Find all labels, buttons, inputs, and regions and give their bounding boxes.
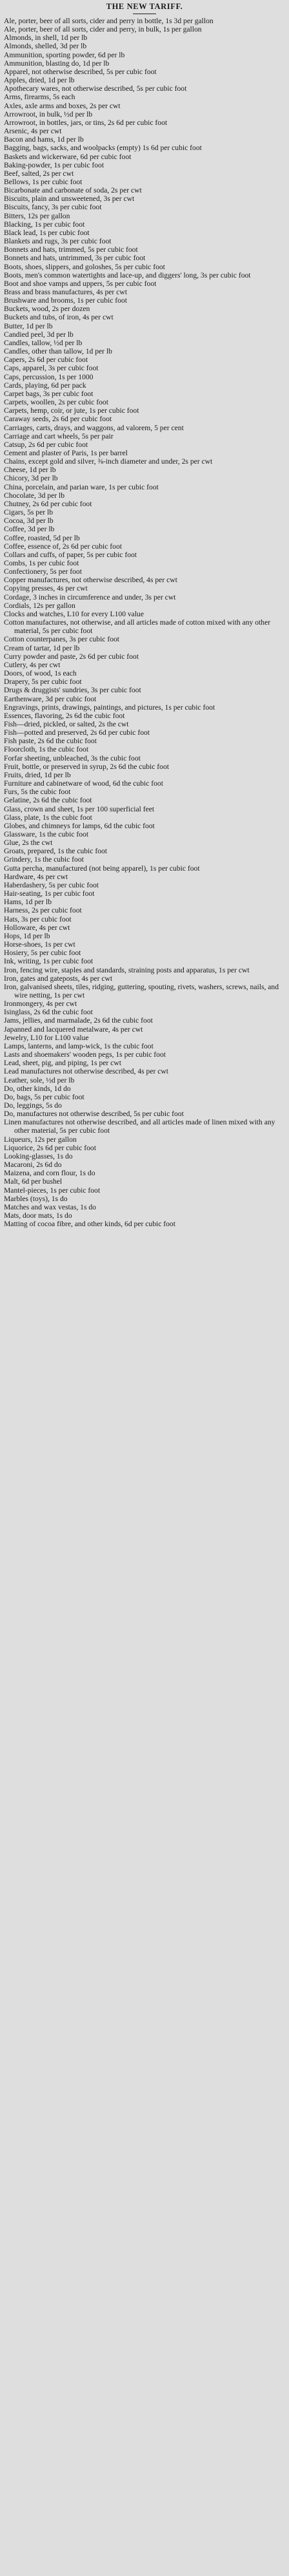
- tariff-entry: Axles, axle arms and boxes, 2s per cwt: [4, 101, 121, 110]
- tariff-entry: Iron, gates and gateposts, 4s per cwt: [4, 974, 113, 983]
- tariff-entry: Hats, 3s per cubic foot: [4, 914, 72, 923]
- tariff-entry: Leather, sole, ½d per lb: [4, 1075, 75, 1084]
- tariff-entry: Cotton manufactures, not otherwise, and all articles made of cotton mixed with any other material, 5s per cubic foot: [4, 618, 271, 636]
- tariff-entry: Cocoa, 3d per lb: [4, 516, 54, 526]
- tariff-entry: Mantel-pieces, 1s per cubic foot: [4, 1186, 101, 1195]
- tariff-entry: Liquorice, 2s 6d per cubic foot: [4, 1143, 96, 1152]
- tariff-entry: Matches and wax vestas, 1s do: [4, 1202, 96, 1211]
- tariff-entry: Curry powder and paste, 2s 6d per cubic foot: [4, 652, 139, 661]
- tariff-entry: Carpets, woollen, 2s per cubic foot: [4, 398, 108, 407]
- tariff-entry: Hops, 1d per lb: [4, 931, 50, 940]
- tariff-entry: Capers, 2s 6d per cubic foot: [4, 355, 88, 365]
- tariff-entry: Lasts and shoemakers' wooden pegs, 1s per cubic foot: [4, 1050, 166, 1059]
- tariff-entry: Baking-powder, 1s per cubic foot: [4, 160, 105, 169]
- tariff-entry: Blacking, 1s per cubic foot: [4, 220, 85, 229]
- tariff-entry: China, porcelain, and parian ware, 1s per cubic foot: [4, 482, 159, 491]
- tariff-entry: Copper manufactures, not otherwise described, 4s per cwt: [4, 576, 177, 585]
- tariff-entry: Doors, of wood, 1s each: [4, 669, 77, 678]
- tariff-entry: Ale, porter, beer of all sorts, cider and perry in bottle, 1s 3d per gallon: [4, 17, 214, 25]
- tariff-entry: Arms, firearms, 5s each: [4, 93, 75, 102]
- tariff-entry: Clocks and watches, L10 for every L100 value: [4, 609, 144, 618]
- tariff-entry: Biscuits, plain and unsweetened, 3s per cwt: [4, 194, 135, 204]
- tariff-entry: Holloware, 4s per cwt: [4, 923, 70, 932]
- tariff-entry: Liqueurs, 12s per gallon: [4, 1135, 77, 1144]
- tariff-entry: Caps, apparel, 3s per cubic foot: [4, 364, 99, 373]
- tariff-entry: Cards, playing, 6d per pack: [4, 381, 86, 390]
- tariff-entry: Beef, salted, 2s per cwt: [4, 169, 74, 178]
- tariff-entry: Glass, crown and sheet, 1s per 100 superficial feet: [4, 804, 155, 813]
- tariff-entry: Cordage, 3 inches in circumference and under, 3s per cwt: [4, 592, 176, 601]
- tariff-entry: Boot and shoe vamps and uppers, 5s per cubic foot: [4, 279, 157, 288]
- tariff-entry: Matting of cocoa fibre, and other kinds, 6d per cubic foot: [4, 1220, 175, 1229]
- tariff-entry: Collars and cuffs, of paper, 5s per cubic foot: [4, 550, 137, 559]
- tariff-entry: Japanned and lacquered metalware, 4s per cwt: [4, 1025, 143, 1034]
- tariff-entry: Fish—potted and preserved, 2s 6d per cubic foot: [4, 728, 150, 737]
- tariff-entry: Boots, shoes, slippers, and goloshes, 5s per cubic foot: [4, 262, 165, 271]
- tariff-entry: Cheese, 1d per lb: [4, 466, 56, 475]
- tariff-entry: Apparel, not otherwise described, 5s per cubic foot: [4, 67, 157, 76]
- tariff-entry: Candles, tallow, ½d per lb: [4, 338, 83, 347]
- tariff-entry: Almonds, shelled, 3d per lb: [4, 42, 87, 51]
- tariff-entry: Confectionery, 5s per foot: [4, 567, 82, 576]
- tariff-entry: Biscuits, fancy, 3s per cubic foot: [4, 203, 102, 212]
- tariff-entry: Do, bags, 5s per cubic foot: [4, 1092, 85, 1101]
- tariff-entry: Bitters, 12s per gallon: [4, 211, 70, 220]
- tariff-entry: Caps, percussion, 1s per 1000: [4, 372, 94, 381]
- tariff-entry: Macaroni, 2s 6d do: [4, 1160, 62, 1170]
- tariff-entry: Horse-shoes, 1s per cwt: [4, 940, 75, 949]
- tariff-entry: Linen manufactures not otherwise described, and all articles made of linen mixed with any other material, 5s per cubic foot: [4, 1118, 275, 1135]
- tariff-entry: Furs, 5s the cubic foot: [4, 788, 71, 797]
- tariff-entry: Ammunition, blasting do, 1d per lb: [4, 59, 110, 68]
- tariff-entry: Glue, 2s the cwt: [4, 838, 53, 848]
- tariff-entry: Combs, 1s per cubic foot: [4, 559, 79, 567]
- tariff-entry: Hair-seating, 1s per cubic foot: [4, 889, 95, 898]
- tariff-entry: Carriages, carts, drays, and waggons, ad valorem, 5 per cent: [4, 423, 184, 432]
- tariff-entry: Bicarbonate and carbonate of soda, 2s per cwt: [4, 186, 142, 195]
- tariff-entry: Bonnets and hats, trimmed, 5s per cubic foot: [4, 245, 138, 254]
- tariff-entry: Hardware, 4s per cwt: [4, 872, 68, 881]
- tariff-entry: Isinglass, 2s 6d the cubic foot: [4, 1008, 93, 1017]
- tariff-entry: Black lead, 1s per cubic foot: [4, 228, 90, 237]
- tariff-entry: Butter, 1d per lb: [4, 321, 53, 330]
- tariff-entry: Jewelry, L10 for L100 value: [4, 1033, 89, 1042]
- tariff-entry: Cotton counterpanes, 3s per cubic foot: [4, 635, 120, 644]
- tariff-entry: Arsenic, 4s per cwt: [4, 127, 62, 136]
- tariff-entry: Cutlery, 4s per cwt: [4, 660, 61, 669]
- tariff-entry: Gelatine, 2s 6d the cubic foot: [4, 796, 92, 805]
- tariff-entry: Cordials, 12s per gallon: [4, 601, 75, 610]
- tariff-entry: Bonnets and hats, untrimmed, 3s per cubic foot: [4, 254, 146, 263]
- tariff-entry: Ammunition, sporting powder, 6d per lb: [4, 50, 125, 59]
- tariff-entry: Drapery, 5s per cubic foot: [4, 677, 82, 687]
- tariff-entry: Almonds, in shell, 1d per lb: [4, 33, 88, 43]
- tariff-entry: Coffee, roasted, 5d per lb: [4, 533, 80, 542]
- tariff-entry: Engravings, prints, drawings, paintings, and pictures, 1s per cubic foot: [4, 703, 215, 712]
- tariff-entry: Chicory, 3d per lb: [4, 474, 58, 483]
- tariff-entry: Furniture and cabinetware of wood, 6d the cubic foot: [4, 779, 163, 788]
- tariff-entry: Copying presses, 4s per cwt: [4, 584, 88, 593]
- tariff-entry: Cement and plaster of Paris, 1s per barrel: [4, 448, 128, 457]
- tariff-entry: Arrowroot, in bulk, ½d per lb: [4, 109, 93, 118]
- tariff-entry: Bellows, 1s per cubic foot: [4, 177, 83, 186]
- tariff-entry: Earthenware, 3d per cubic foot: [4, 694, 97, 703]
- tariff-entry: Chocolate, 3d per lb: [4, 491, 65, 500]
- tariff-entry: Chains, except gold and silver, ⅜-inch diameter and under, 2s per cwt: [4, 457, 213, 466]
- tariff-entry: Candles, other than tallow, 1d per lb: [4, 347, 112, 356]
- tariff-entry: Iron, galvanised sheets, tiles, ridging, guttering, spouting, rivets, washers, screws, nails, and wire netting, 1s per cwt: [4, 982, 279, 999]
- tariff-entry: Haberdashery, 5s per cubic foot: [4, 880, 99, 889]
- tariff-entry: Bagging, bags, sacks, and woolpacks (empty) 1s 6d per cubic foot: [4, 144, 202, 153]
- tariff-entry: Cigars, 5s per lb: [4, 508, 53, 517]
- tariff-entry: Apothecary wares, not otherwise described, 5s per cubic foot: [4, 84, 187, 93]
- tariff-entry: Glass, plate, 1s the cubic foot: [4, 813, 92, 822]
- tariff-entry: Caraway seeds, 2s 6d per cubic foot: [4, 415, 112, 424]
- tariff-entry: Lead, sheet, pig, and piping, 1s per cwt: [4, 1059, 121, 1068]
- tariff-entry: Blankets and rugs, 3s per cubic foot: [4, 237, 112, 246]
- tariff-entry: Apples, dried, 1d per lb: [4, 76, 75, 85]
- article-title: THE NEW TARIFF.: [106, 2, 183, 11]
- tariff-entry: Bacon and hams, 1d per lb: [4, 135, 84, 144]
- tariff-entry: Jams, jellies, and marmalade, 2s 6d the cubic foot: [4, 1016, 153, 1025]
- tariff-entry: Looking-glasses, 1s do: [4, 1151, 73, 1160]
- tariff-entry: Lamps, lanterns, and lamp-wick, 1s the cubic foot: [4, 1041, 154, 1050]
- tariff-entry: Candied peel, 3d per lb: [4, 330, 74, 339]
- tariff-entry: Iron, fencing wire, staples and standards, straining posts and apparatus, 1s per cwt: [4, 965, 250, 974]
- tariff-entry: Lead manufactures not otherwise described, 4s per cwt: [4, 1067, 168, 1076]
- tariff-entry: Floorcloth, 1s the cubic foot: [4, 745, 89, 754]
- tariff-entry: Fish paste, 2s 6d the cubic foot: [4, 737, 97, 746]
- tariff-entry: Gutta percha, manufactured (not being apparel), 1s per cubic foot: [4, 864, 200, 873]
- tariff-entry: Globes, and chimneys for lamps, 6d the cubic foot: [4, 821, 155, 830]
- tariff-entry: Fruits, dried, 1d per lb: [4, 770, 71, 779]
- tariff-entry: Buckets, wood, 2s per dozen: [4, 305, 90, 314]
- tariff-entry: Maizena, and corn flour, 1s do: [4, 1169, 95, 1178]
- tariff-entry: Forfar sheeting, unbleached, 3s the cubic foot: [4, 753, 141, 762]
- tariff-entry: Mats, door mats, 1s do: [4, 1211, 72, 1220]
- tariff-entry: Coffee, essence of, 2s 6d per cubic foot: [4, 542, 122, 551]
- tariff-entry: Coffee, 3d per lb: [4, 525, 55, 534]
- tariff-entry: Boots, men's common watertights and lace-up, and diggers' long, 3s per cubic foot: [4, 270, 251, 279]
- tariff-entry: Grindery, 1s the cubic foot: [4, 855, 84, 864]
- tariff-entry: Ink, writing, 1s per cubic foot: [4, 957, 94, 966]
- tariff-entry: Chutney, 2s 6d per cubic foot: [4, 499, 92, 508]
- tariff-entry: Do, leggings, 5s do: [4, 1101, 62, 1110]
- tariff-entry: Carpet bags, 3s per cubic foot: [4, 389, 94, 398]
- tariff-entry: Buckets and tubs, of iron, 4s per cwt: [4, 313, 114, 322]
- tariff-entry: Baskets and wickerware, 6d per cubic foot: [4, 152, 132, 161]
- tariff-entry: Fish—dried, pickled, or salted, 2s the cwt: [4, 719, 129, 728]
- tariff-entry: Catsup, 2s 6d per cubic foot: [4, 440, 88, 449]
- tariff-entry: Hosiery, 5s per cubic foot: [4, 949, 81, 958]
- tariff-entry: Essences, flavoring, 2s 6d the cubic foot: [4, 711, 125, 720]
- tariff-entry: Ironmongery, 4s per cwt: [4, 999, 77, 1009]
- tariff-entry: Arrowroot, in bottles, jars, or tins, 2s 6d per cubic foot: [4, 118, 168, 127]
- tariff-entry: Marbles (toys), 1s do: [4, 1194, 68, 1203]
- tariff-entry: Cream of tartar, 1d per lb: [4, 643, 80, 652]
- tariff-entry: Do, manufactures not otherwise described, 5s per cubic foot: [4, 1110, 184, 1119]
- tariff-list: [0, 17, 289, 1228]
- tariff-entry: Hams, 1d per lb: [4, 898, 52, 907]
- tariff-entry: Do, other kinds, 1d do: [4, 1084, 71, 1093]
- tariff-entry: Brushware and brooms, 1s per cubic foot: [4, 296, 127, 305]
- tariff-entry: Carriage and cart wheels, 5s per pair: [4, 431, 114, 440]
- tariff-entry: Glassware, 1s the cubic foot: [4, 830, 89, 838]
- tariff-entry: Groats, prepared, 1s the cubic foot: [4, 847, 108, 856]
- tariff-entry: Malt, 6d per bushel: [4, 1177, 63, 1186]
- tariff-entry: Carpets, hemp, coir, or jute, 1s per cubic foot: [4, 406, 139, 415]
- tariff-entry: Fruit, bottle, or preserved in syrup, 2s 6d the cubic foot: [4, 762, 169, 771]
- tariff-entry: Drugs & druggists' sundries, 3s per cubic foot: [4, 686, 141, 695]
- tariff-entry: Brass and brass manufactures, 4s per cwt: [4, 288, 127, 296]
- tariff-entry: Ale, porter, beer of all sorts, cider and perry, in bulk, 1s per gallon: [4, 25, 202, 34]
- tariff-entry: Harness, 2s per cubic foot: [4, 906, 82, 915]
